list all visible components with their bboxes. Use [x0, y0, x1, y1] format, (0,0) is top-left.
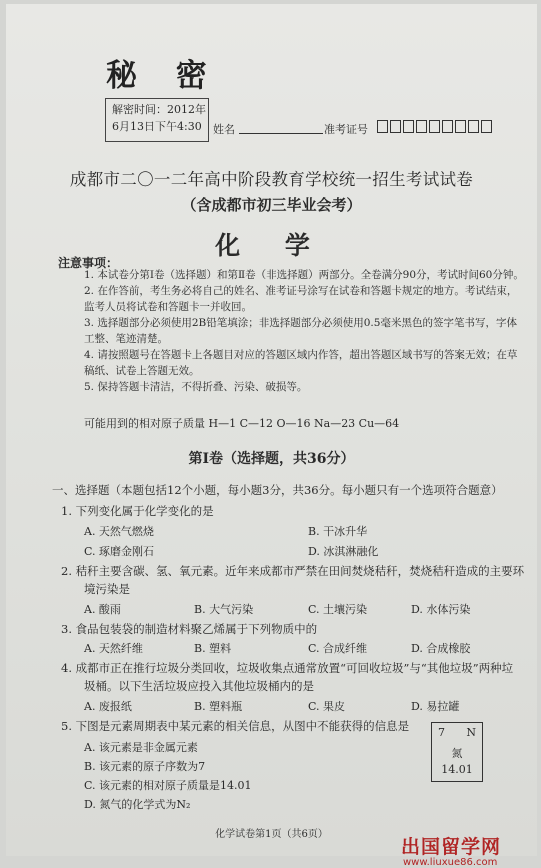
exam-number-boxes[interactable]	[377, 120, 492, 133]
periodic-element-box	[431, 722, 483, 782]
note-item: 5. 保持答题卡清洁，不得折叠、污染、破损等。	[84, 381, 308, 393]
element-name: 氮	[451, 747, 463, 760]
atomic-mass: 14.01	[441, 763, 473, 776]
question-4-option-d: D. 易拉罐	[411, 700, 460, 713]
declassify-line-2: 6月13日下午4:30	[112, 120, 202, 133]
question-4-stem-cont: 圾桶。以下生活垃圾应投入其他垃圾桶内的是	[84, 679, 314, 693]
section-heading: 一、选择题（本题包括12个小题，每小题3分，共36分。每小题只有一个选项符合题意）	[52, 483, 503, 497]
watermark-logo	[401, 832, 501, 868]
name-field[interactable]	[239, 133, 323, 134]
note-item: 1. 本试卷分第Ⅰ卷（选择题）和第Ⅱ卷（非选择题）两部分。全卷满分90分，考试时间60分钟。	[84, 269, 524, 281]
atomic-masses: 可能用到的相对原子质量 H—1 C—12 O—16 Na—23 Cu—64	[84, 417, 400, 430]
question-2-stem: 2. 秸秆主要含碳、氢、氧元素。近年来成都市严禁在田间焚烧秸秆，焚烧秸秆造成的主要环	[61, 564, 525, 578]
question-3-option-a: A. 天然纤维	[84, 642, 143, 655]
secret-stamp: 秘 密	[106, 58, 221, 94]
question-5-option-d: D. 氮气的化学式为N₂	[84, 798, 191, 811]
exam-number-box[interactable]	[468, 120, 479, 133]
question-2-option-a: A. 酸雨	[84, 603, 121, 616]
question-1-stem: 1. 下列变化属于化学变化的是	[61, 504, 214, 518]
question-1-option-a: A. 天然气燃烧	[84, 525, 154, 538]
question-5-option-b: B. 该元素的原子序数为7	[84, 760, 206, 773]
exam-number-box[interactable]	[377, 120, 388, 133]
atomic-number: 7	[438, 726, 445, 739]
question-4-stem: 4. 成都市正在推行垃圾分类回收，垃圾收集点通常放置“可回收垃圾”与“其他垃圾”两种垃	[61, 661, 514, 675]
exam-title: 成都市二〇一二年高中阶段教育学校统一招生考试试卷	[69, 170, 474, 189]
question-2-stem-cont: 境污染是	[84, 582, 130, 596]
exam-number-box[interactable]	[429, 120, 440, 133]
question-2-option-d: D. 水体污染	[411, 603, 471, 616]
question-3-option-d: D. 合成橡胶	[411, 642, 471, 655]
name-label: 姓名	[213, 123, 235, 136]
exam-number-box[interactable]	[455, 120, 466, 133]
question-1-option-d: D. 冰淇淋融化	[308, 545, 379, 558]
question-2-option-b: B. 大气污染	[194, 603, 254, 616]
exam-number-box[interactable]	[390, 120, 401, 133]
question-4-option-c: C. 果皮	[308, 700, 346, 713]
exam-paper	[6, 4, 537, 868]
part-1-title: 第Ⅰ卷（选择题，共36分）	[188, 451, 355, 467]
watermark-title: 出国留学网	[401, 836, 502, 858]
question-3-option-b: B. 塑料	[194, 642, 232, 655]
question-1-option-c: C. 琢磨金刚石	[84, 545, 155, 558]
question-3-option-c: C. 合成纤维	[308, 642, 368, 655]
exam-number-box[interactable]	[481, 120, 492, 133]
watermark-url: www.liuxue86.com	[403, 857, 498, 868]
question-5-option-a: A. 该元素是非金属元素	[84, 741, 198, 754]
question-4-option-a: A. 废报纸	[84, 700, 132, 713]
exam-number-box[interactable]	[416, 120, 427, 133]
page-footer: 化学试卷第1页（共6页）	[215, 829, 328, 840]
declassify-box	[105, 98, 209, 142]
exam-number-label: 准考证号	[324, 123, 368, 136]
declassify-line-1: 解密时间：2012年	[112, 103, 206, 116]
exam-number-box[interactable]	[403, 120, 414, 133]
subject-title: 化 学	[215, 231, 328, 260]
exam-number-box[interactable]	[442, 120, 453, 133]
question-1-option-b: B. 干冰升华	[308, 525, 368, 538]
question-4-option-b: B. 塑料瓶	[194, 700, 243, 713]
question-5-option-c: C. 该元素的相对原子质量是14.01	[84, 779, 252, 792]
note-item: 2. 在作答前，考生务必将自己的姓名、准考证号涂写在试卷和答题卡规定的地方。考试结束，监考人员将试卷和答题卡一并收回。	[84, 285, 518, 313]
question-5-stem: 5. 下图是元素周期表中某元素的相关信息，从图中不能获得的信息是	[61, 719, 410, 733]
question-2-option-c: C. 土壤污染	[308, 603, 368, 616]
question-3-stem: 3. 食品包装袋的制造材料聚乙烯属于下列物质中的	[61, 622, 318, 636]
notes-heading: 注意事项：	[58, 256, 119, 270]
element-symbol: N	[466, 726, 476, 739]
note-item: 3. 选择题部分必须使用2B铅笔填涂；非选择题部分必须使用0.5毫米黑色的签字笔书写，字体工整、笔迹清楚。	[84, 317, 517, 345]
note-item: 4. 请按照题号在答题卡上各题目对应的答题区域内作答，超出答题区域书写的答案无效；在草稿纸、试卷上答题无效。	[84, 349, 518, 377]
exam-subtitle: （含成都市初三毕业会考）	[181, 196, 362, 214]
